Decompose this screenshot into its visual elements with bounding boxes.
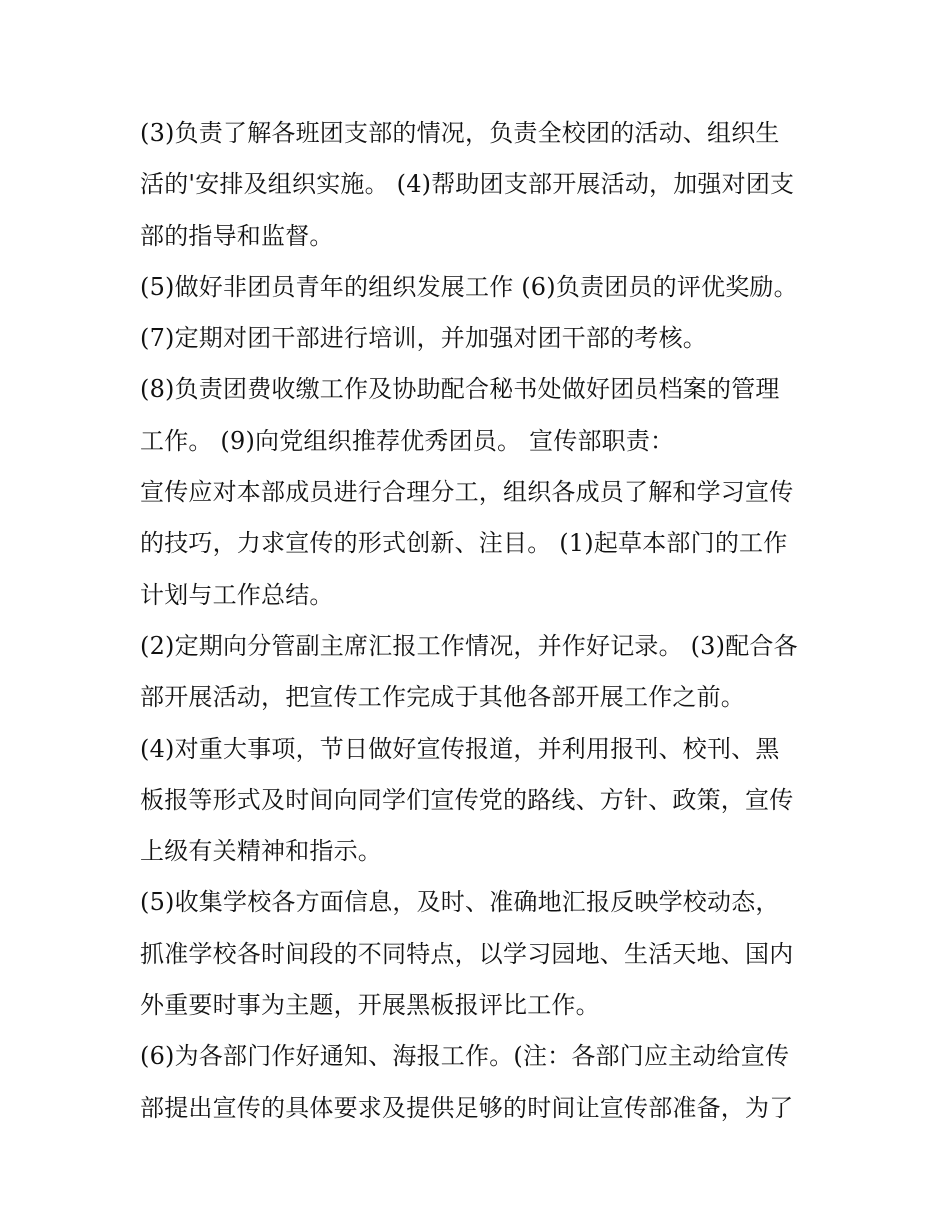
text-line: (8)负责团费收缴工作及协助配合秘书处做好团员档案的管理 [140, 375, 780, 404]
text-line: 活的'安排及组织实施。 (4)帮助团支部开展活动，加强对团支 [140, 170, 795, 199]
text-line: (3)负责了解各班团支部的情况，负责全校团的活动、组织生 [140, 119, 780, 147]
document-body [140, 108, 830, 1134]
text-line: (6)为各部门作好通知、海报工作。(注：各部门应主动给宣传 [140, 1042, 790, 1071]
text-line: 计划与工作总结。 [140, 580, 334, 609]
text-line: 宣传应对本部成员进行合理分工，组织各成员了解和学习宣传 [140, 478, 794, 507]
text-line: (2)定期向分管副主席汇报工作情况，并作好记录。 (3)配合各 [140, 631, 798, 660]
text-line: 部提出宣传的具体要求及提供足够的时间让宣传部准备，为了 [140, 1093, 794, 1122]
text-line: (5)做好非团员青年的组织发展工作 (6)负责团员的评优奖励。 [140, 272, 798, 301]
text-line: 抓准学校各时间段的不同特点，以学习园地、生活天地、国内 [140, 939, 794, 968]
text-line: 工作。 (9)向党组织推荐优秀团员。 宣传部职责： [140, 426, 675, 455]
text-line: 的技巧，力求宣传的形式创新、注目。 (1)起草本部门的工作 [140, 529, 788, 558]
text-line: 部开展活动，把宣传工作完成于其他各部开展工作之前。 [140, 683, 745, 712]
text-line: 部的指导和监督。 [140, 221, 334, 250]
text-line: 上级有关精神和指示。 [140, 837, 382, 866]
text-line: 板报等形式及时间向同学们宣传党的路线、方针、政策，宣传 [140, 785, 794, 814]
text-line: (5)收集学校各方面信息，及时、准确地汇报反映学校动态， [140, 888, 780, 917]
text-line: (7)定期对团干部进行培训，并加强对团干部的考核。 [140, 324, 707, 353]
text-line: (4)对重大事项，节日做好宣传报道，并利用报刊、校刊、黑 [140, 734, 780, 763]
text-line: 外重要时事为主题，开展黑板报评比工作。 [140, 991, 600, 1020]
